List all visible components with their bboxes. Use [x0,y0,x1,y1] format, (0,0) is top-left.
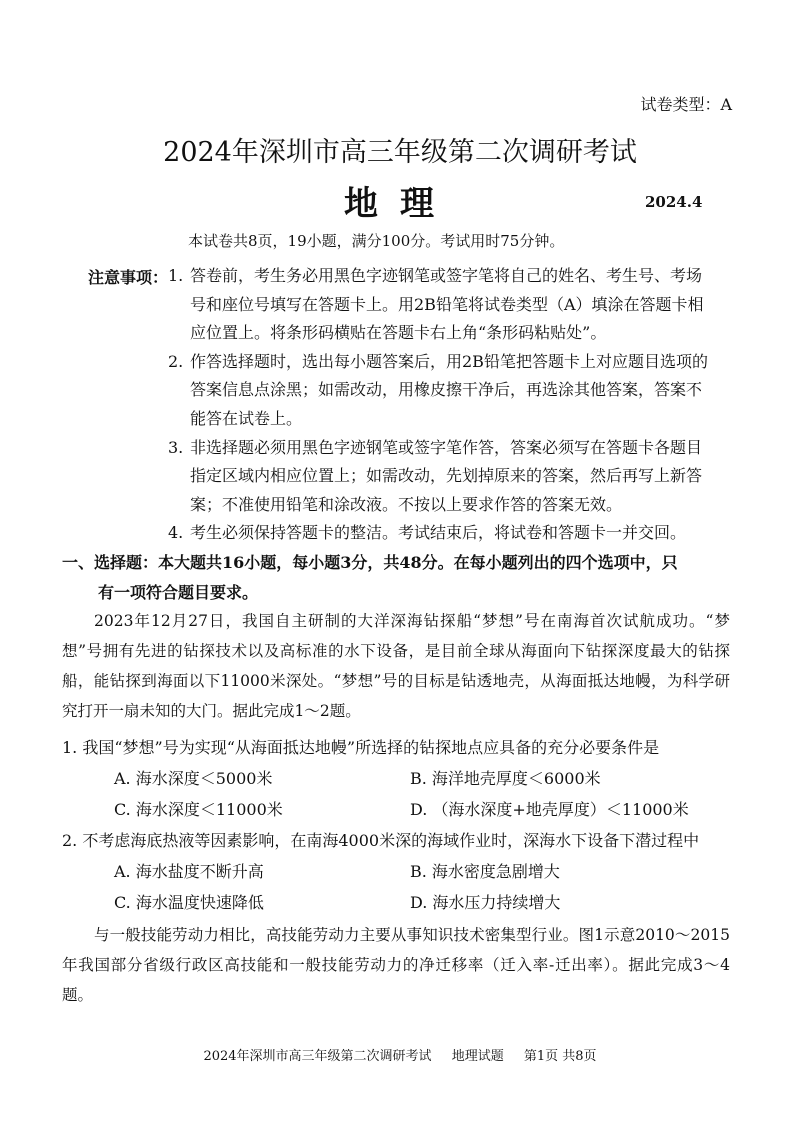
question-2-option-d: D. 海水压力持续增大 [410,893,561,912]
notice-item-1 [168,262,708,348]
notice-text: 答卷前，考生务必用黑色字迹钢笔或签字笔将自己的姓名、考生号、考场号和座位号填写在答题卡上。用2B铅笔将试卷类型（A）填涂在答题卡相应位置上。将条形码横贴在答题卡右上角“条形码粘贴处”。 [190,266,704,343]
question-2-stem: 2. 不考虑海底热液等因素影响，在南海4000米深的海域作业时，深海水下设备下潜过程中 [62,831,700,850]
notice-list [168,262,708,548]
notice-label: 注意事项： [88,268,169,287]
notice-text: 考生必须保持答题卡的整洁。考试结束后，将试卷和答题卡一并交回。 [190,523,687,543]
notice-number: 1. [168,266,184,285]
exam-intro: 本试卷共8页，19小题，满分100分。考试用时75分钟。 [188,232,565,250]
passage-2 [62,920,730,1010]
notice-item-4 [168,519,708,548]
notice-text: 作答选择题时，选出每小题答案后，用2B铅笔把答题卡上对应题目选项的答案信息点涂黑；如需改动，用橡皮擦干净后，再选涂其他答案，答案不能答在试卷上。 [190,351,708,428]
exam-title: 2024年深圳市高三年级第二次调研考试 [163,137,637,168]
passage-2-text: 与一般技能劳动力相比，高技能劳动力主要从事知识技术密集型行业。图1示意2010～2015年我国部分省级行政区高技能和一般技能劳动力的净迁移率（迁入率-迁出率）。据此完成3～4题。 [62,926,730,1004]
notice-text: 非选择题必须用黑色字迹钢笔或签字笔作答，答案必须写在答题卡各题目指定区域内相应位置上；如需改动，先划掉原来的答案，然后再写上新答案；不准使用铅笔和涂改液。不按以上要求作答的答案无效。 [190,437,703,514]
question-1-option-b: B. 海洋地壳厚度＜6000米 [410,769,601,788]
notice-item-3 [168,434,708,520]
notice-number: 2. [168,351,184,371]
paper-type-label: 试卷类型：A [640,95,732,114]
section-heading-line-2: 有一项符合题目要求。 [98,583,259,602]
footer-paper-name: 地理试题 [451,1049,504,1064]
section-heading [62,548,730,608]
question-1-stem: 1. 我国“梦想”号为实现“从海面抵达地幔”所选择的钻探地点应具备的充分必要条件是 [62,738,660,757]
question-1-option-a: A. 海水深度＜5000米 [114,769,273,788]
passage-1-text: 2023年12月27日，我国自主研制的大洋深海钻探船“梦想”号在南海首次试航成功。“梦想”号拥有先进的钻探技术以及高标准的水下设备，是目前全球从海面向下钻探深度最大的钻探船，能钻探到海面以下11000米深处。“梦想”号的目标是钻透地壳，从海面抵达地幔，为科学研究打开一扇未知的大门。据此完成1～2题。 [62,612,730,720]
subject-title: 地理 [344,184,456,224]
question-2-option-a: A. 海水盐度不断升高 [114,862,264,881]
page-footer [0,1045,800,1064]
notice-item-2 [168,348,708,434]
question-2-option-b: B. 海水密度急剧增大 [410,862,560,881]
notice-number: 3. [168,437,184,457]
question-2-option-c: C. 海水温度快速降低 [114,893,264,912]
question-1-option-d: D. （海水深度+地壳厚度）＜11000米 [410,800,689,819]
notice-number: 4. [168,523,184,543]
exam-date: 2024.4 [645,193,703,211]
footer-page-number: 第1页 共8页 [523,1049,597,1064]
question-1-option-c: C. 海水深度＜11000米 [114,800,283,819]
passage-1 [62,606,730,726]
section-heading-line-1: 一、选择题：本大题共16小题，每小题3分，共48分。在每小题列出的四个选项中，只 [62,553,678,572]
footer-exam-name: 2024年深圳市高三年级第二次调研考试 [203,1049,432,1064]
